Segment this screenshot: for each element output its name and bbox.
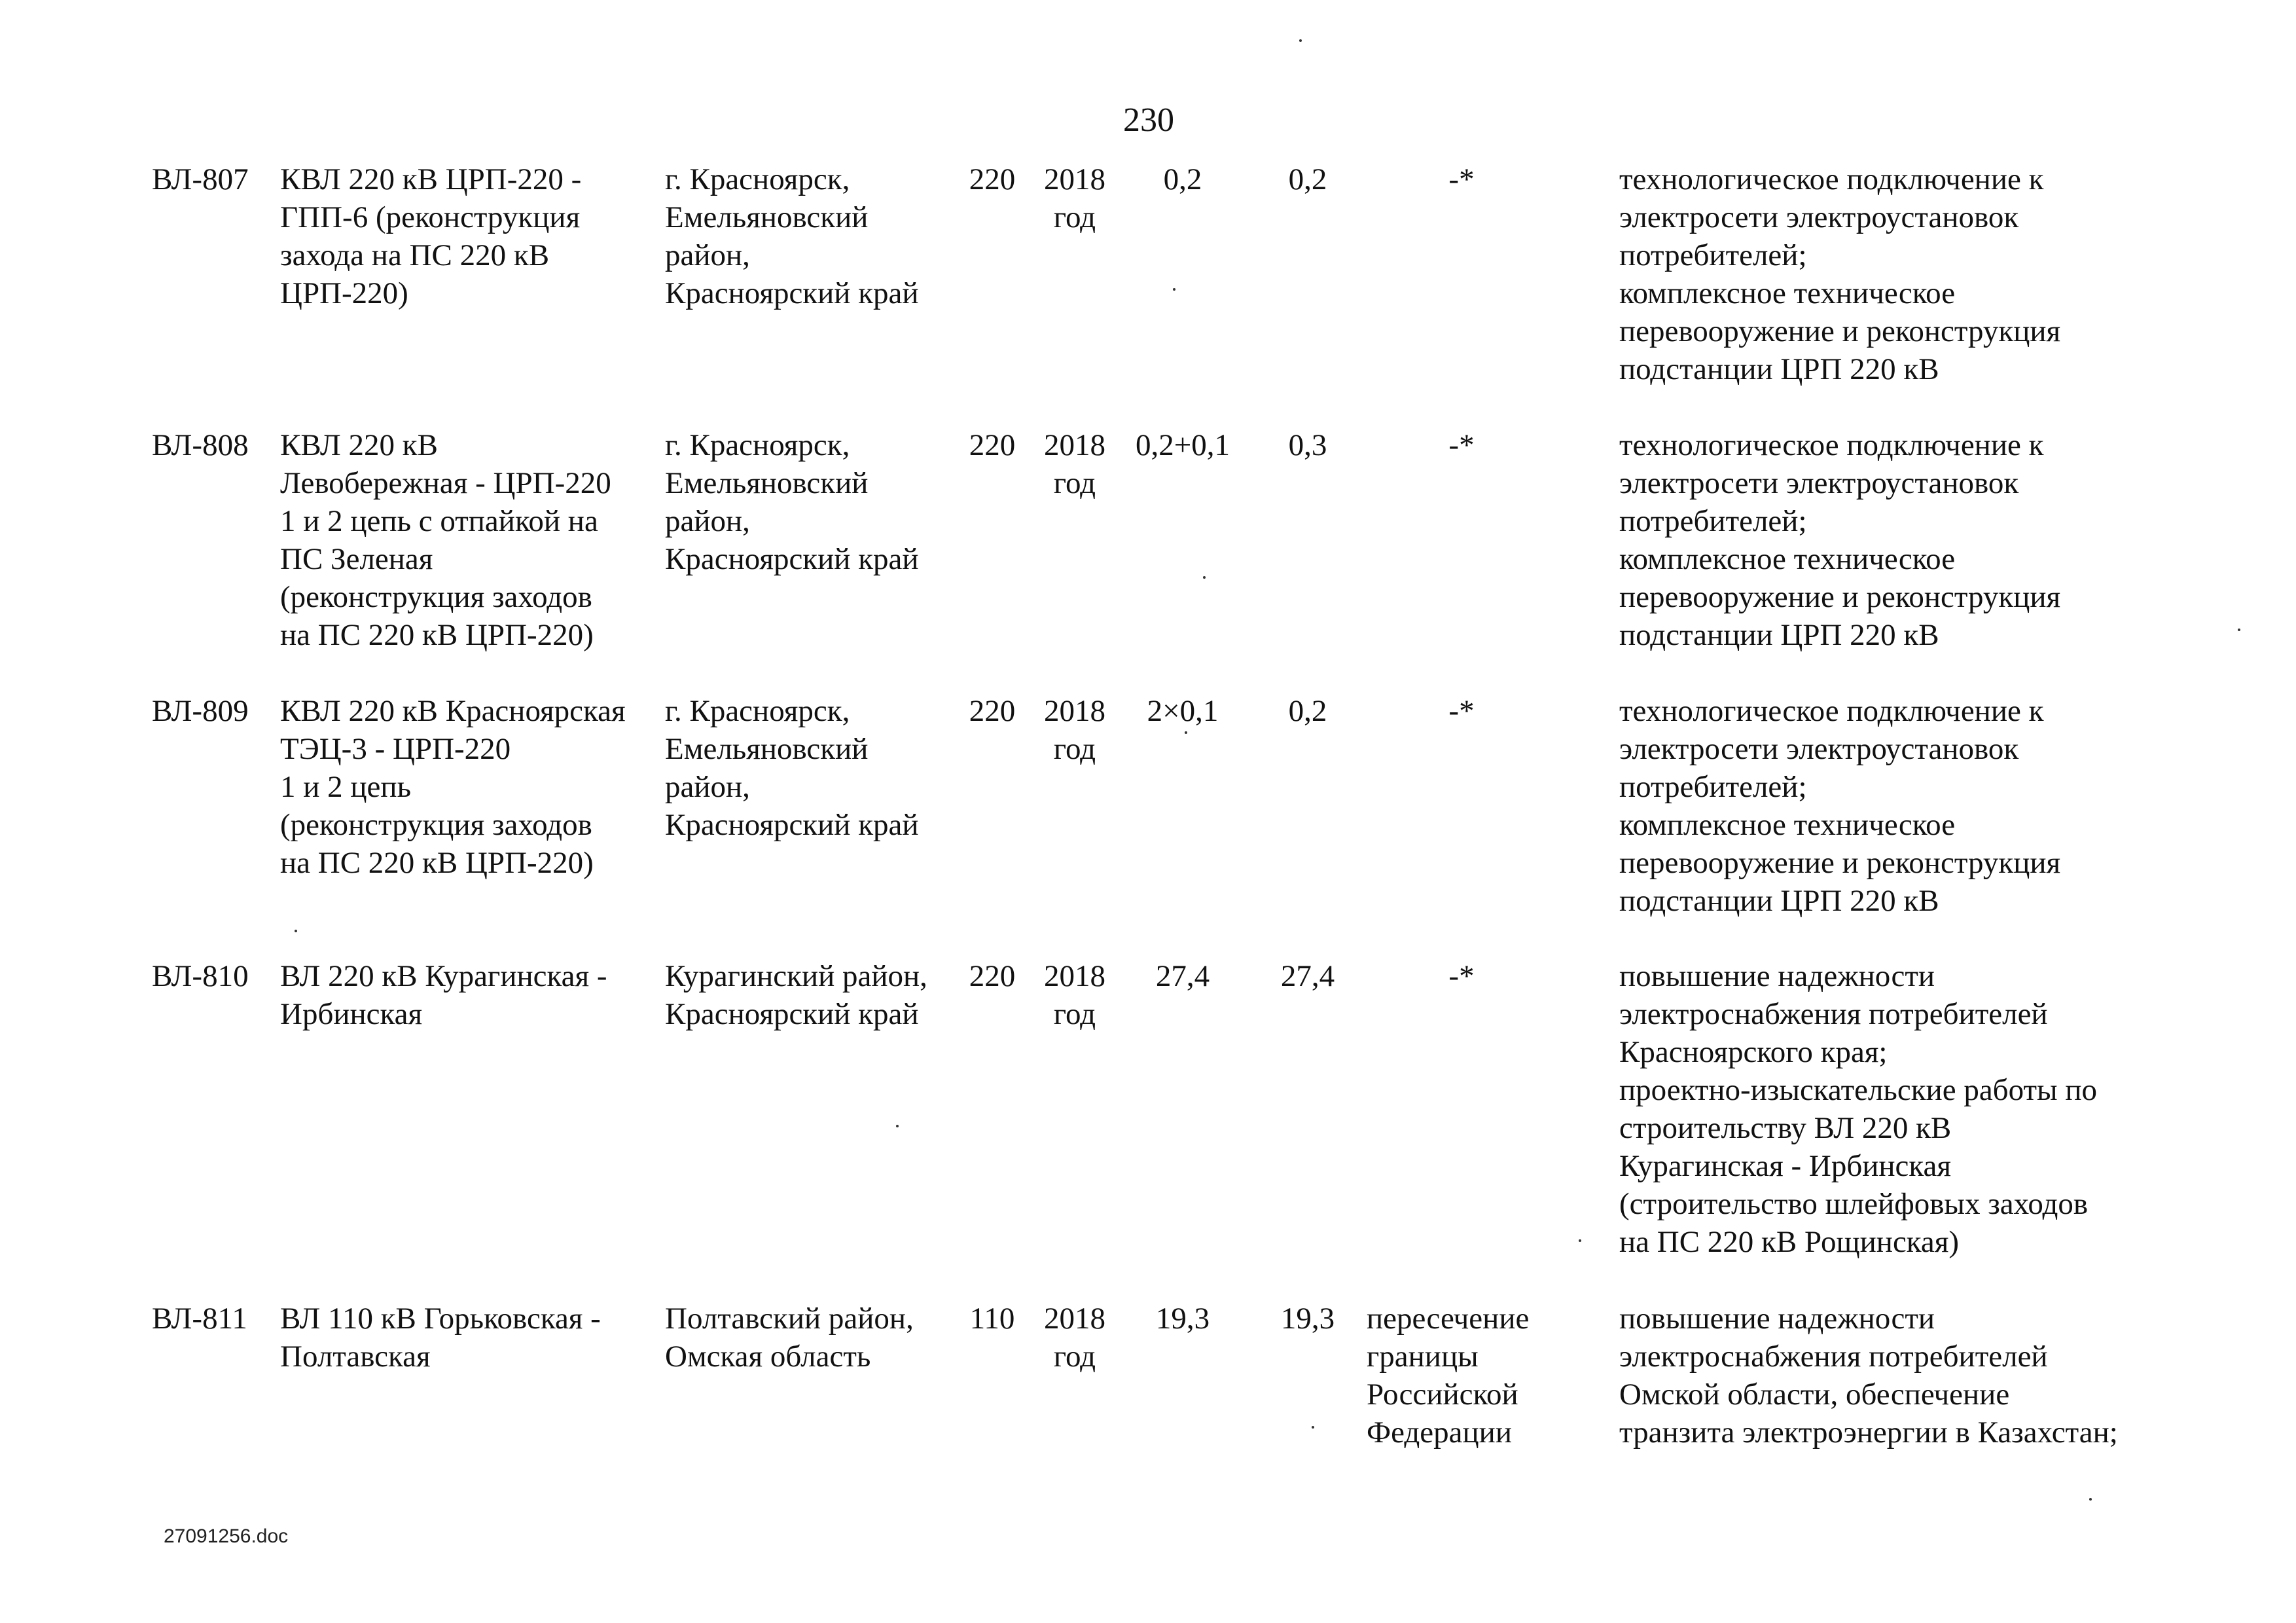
line-length: 0,2 — [1163, 162, 1202, 196]
line-name: ВЛ 110 кВ Горьковская - Полтавская — [280, 1302, 601, 1374]
line-location: г. Красноярск, Емельяновский район, Красноярский край — [665, 428, 919, 576]
line-length-total: 0,3 — [1288, 428, 1327, 462]
line-purpose: технологическое подключение к электросети электроустановок потребителей; комплексное техническое перевооружение и реконструкция подстанции ЦРП 220 кВ — [1619, 162, 2061, 386]
line-name: КВЛ 220 кВ Левобережная - ЦРП-220 1 и 2 цепь с отпайкой на ПС Зеленая (реконструкция заходов на ПС 220 кВ ЦРП-220) — [280, 428, 611, 652]
line-year: 2018 год — [1044, 959, 1105, 1031]
scan-speck — [1579, 1239, 1581, 1242]
scan-speck — [1203, 576, 1206, 579]
line-note: -* — [1448, 428, 1475, 462]
scan-speck — [295, 930, 297, 932]
line-purpose: технологическое подключение к электросети электроустановок потребителей; комплексное техническое перевооружение и реконструкция подстанции ЦРП 220 кВ — [1619, 428, 2061, 652]
line-note: -* — [1448, 162, 1475, 196]
line-note: -* — [1448, 694, 1475, 728]
line-voltage: 220 — [969, 694, 1016, 728]
line-year: 2018 год — [1044, 162, 1105, 234]
scan-speck — [896, 1125, 899, 1127]
line-voltage: 110 — [969, 1302, 1015, 1336]
line-purpose: технологическое подключение к электросети электроустановок потребителей; комплексное техническое перевооружение и реконструкция подстанции ЦРП 220 кВ — [1619, 694, 2061, 918]
line-voltage: 220 — [969, 428, 1016, 462]
line-length-total: 27,4 — [1280, 959, 1335, 993]
line-length-total: 0,2 — [1288, 162, 1327, 196]
line-location: Курагинский район, Красноярский край — [665, 959, 927, 1031]
line-note: пересечение границы Российской Федерации — [1367, 1302, 1530, 1450]
line-purpose: повышение надежности электроснабжения потребителей Красноярского края; проектно-изыскательские работы по строительству ВЛ 220 кВ Курагинская - Ирбинская (строительство шлейфовых заходов на ПС 220 кВ Рощинская) — [1619, 959, 2097, 1259]
line-year: 2018 год — [1044, 1302, 1105, 1374]
page-number: 230 — [1123, 101, 1174, 139]
scan-speck — [2089, 1498, 2092, 1501]
line-location: г. Красноярск, Емельяновский район, Красноярский край — [665, 694, 919, 842]
line-length: 2×0,1 — [1147, 694, 1219, 728]
line-length: 27,4 — [1155, 959, 1210, 993]
scan-speck — [2238, 629, 2240, 631]
line-purpose: повышение надежности электроснабжения потребителей Омской области, обеспечение транзита электроэнергии в Казахстан; — [1619, 1302, 2118, 1450]
line-year: 2018 год — [1044, 694, 1105, 766]
line-voltage: 220 — [969, 959, 1016, 993]
scan-speck — [1299, 39, 1302, 42]
line-length-total: 19,3 — [1280, 1302, 1335, 1336]
line-length: 19,3 — [1155, 1302, 1210, 1336]
line-code: ВЛ-810 — [152, 959, 249, 993]
line-year: 2018 год — [1044, 428, 1105, 500]
line-name: КВЛ 220 кВ Красноярская ТЭЦ-3 - ЦРП-220 1 и 2 цепь (реконструкция заходов на ПС 220 кВ ЦРП-220) — [280, 694, 626, 880]
line-code: ВЛ-807 — [152, 162, 249, 196]
line-code: ВЛ-811 — [152, 1302, 247, 1336]
document-filename: 27091256.doc — [164, 1525, 289, 1547]
line-voltage: 220 — [969, 162, 1016, 196]
line-length: 0,2+0,1 — [1135, 428, 1230, 462]
line-location: Полтавский район, Омская область — [665, 1302, 914, 1374]
line-code: ВЛ-809 — [152, 694, 249, 728]
line-code: ВЛ-808 — [152, 428, 249, 462]
scan-speck — [1173, 288, 1175, 291]
line-name: ВЛ 220 кВ Курагинская - Ирбинская — [280, 959, 607, 1031]
line-note: -* — [1448, 959, 1475, 993]
line-length-total: 0,2 — [1288, 694, 1327, 728]
scan-speck — [1185, 731, 1187, 734]
scan-speck — [1312, 1426, 1314, 1429]
line-location: г. Красноярск, Емельяновский район, Красноярский край — [665, 162, 919, 310]
line-name: КВЛ 220 кВ ЦРП-220 - ГПП-6 (реконструкция захода на ПС 220 кВ ЦРП-220) — [280, 162, 582, 310]
